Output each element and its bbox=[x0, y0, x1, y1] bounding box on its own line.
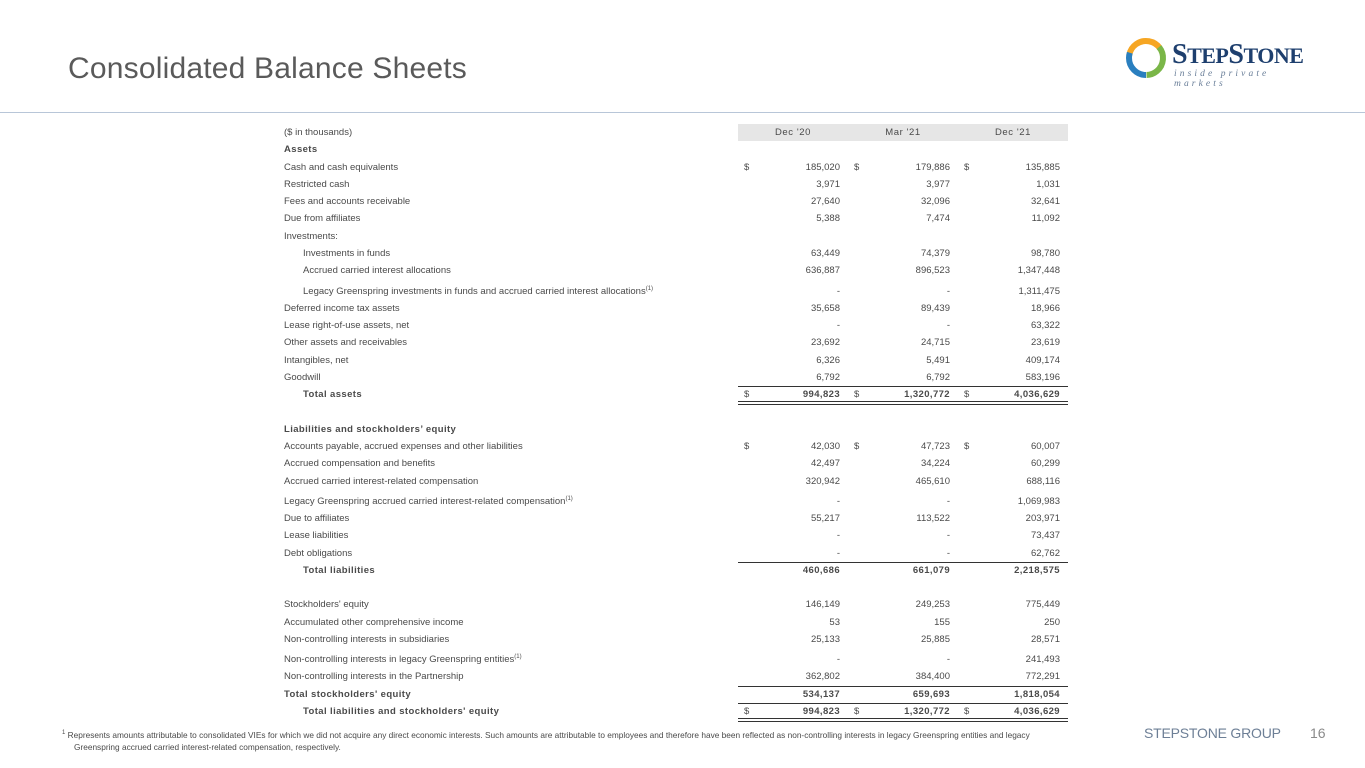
value-cell: 241,493 bbox=[1025, 654, 1060, 666]
stepstone-logo bbox=[1124, 36, 1324, 89]
value-cell: 2,218,575 bbox=[1014, 564, 1060, 576]
value-cell: 32,096 bbox=[920, 196, 950, 208]
value-cell: - bbox=[946, 654, 950, 666]
total-assets-row bbox=[280, 386, 1068, 403]
value-cell: 994,823 bbox=[802, 389, 840, 401]
row-label: Investments in funds bbox=[303, 248, 391, 260]
row-label: Accrued compensation and benefits bbox=[284, 458, 436, 470]
value-cell: 534,137 bbox=[802, 688, 840, 700]
value-cell: 661,079 bbox=[912, 564, 950, 576]
value-cell: - bbox=[836, 319, 840, 331]
logo-wordmark: STEPSTONE bbox=[1172, 39, 1304, 70]
currency-symbol: $ bbox=[744, 161, 750, 173]
table-row bbox=[280, 193, 1068, 210]
stepstone-ring-icon bbox=[1124, 36, 1168, 80]
value-cell: 135,885 bbox=[1025, 161, 1060, 173]
section-heading bbox=[280, 421, 1068, 438]
value-cell: 4,036,629 bbox=[1014, 705, 1060, 717]
value-cell: 772,291 bbox=[1025, 671, 1060, 683]
value-cell: 24,715 bbox=[920, 337, 950, 349]
row-label: Cash and cash equivalents bbox=[284, 161, 399, 173]
value-cell: 23,619 bbox=[1030, 337, 1060, 349]
liabilities-heading: Liabilities and stockholders’ equity bbox=[284, 423, 457, 435]
row-label: Debt obligations bbox=[284, 547, 353, 559]
value-cell: - bbox=[946, 495, 950, 507]
footnote-ref: (1) bbox=[514, 654, 522, 661]
currency-symbol: $ bbox=[964, 705, 970, 717]
currency-symbol: $ bbox=[854, 441, 860, 453]
value-cell: 11,092 bbox=[1031, 213, 1060, 225]
value-cell: 3,977 bbox=[926, 178, 950, 190]
value-cell: 994,823 bbox=[802, 705, 840, 717]
value-cell: 42,030 bbox=[810, 441, 840, 453]
row-label: Total assets bbox=[303, 389, 363, 401]
footnote bbox=[62, 727, 1132, 753]
value-cell: 63,449 bbox=[810, 248, 840, 260]
column-header: Dec '21 bbox=[994, 127, 1032, 138]
value-cell: 25,133 bbox=[810, 634, 840, 646]
value-cell: 62,762 bbox=[1030, 547, 1060, 559]
value-cell: 23,692 bbox=[810, 337, 840, 349]
footnote-marker: 1 bbox=[62, 730, 66, 736]
underline bbox=[738, 386, 1068, 387]
table-row bbox=[280, 596, 1068, 613]
footer-brand: STEPSTONE GROUP bbox=[1144, 725, 1281, 741]
table-row bbox=[280, 245, 1068, 262]
table-row bbox=[280, 210, 1068, 227]
value-cell: 250 bbox=[1044, 616, 1060, 628]
value-cell: 4,036,629 bbox=[1014, 389, 1060, 401]
value-cell: 203,971 bbox=[1025, 512, 1060, 524]
table-row bbox=[280, 510, 1068, 527]
value-cell: 384,400 bbox=[915, 671, 950, 683]
row-label: Lease right-of-use assets, net bbox=[284, 319, 410, 331]
value-cell: 185,020 bbox=[805, 161, 840, 173]
value-cell: 636,887 bbox=[805, 265, 840, 277]
value-cell: - bbox=[946, 285, 950, 297]
value-cell: - bbox=[946, 319, 950, 331]
row-label: Deferred income tax assets bbox=[284, 302, 400, 314]
table-row bbox=[280, 438, 1068, 455]
row-label: Non-controlling interests in the Partnership bbox=[284, 671, 464, 683]
row-label: Non-controlling interests in legacy Greenspring entities$^{(1)}$ bbox=[284, 654, 522, 666]
section-heading bbox=[280, 141, 1068, 158]
value-cell: 659,693 bbox=[912, 688, 950, 700]
row-label: Investments: bbox=[284, 230, 338, 242]
table-row bbox=[280, 176, 1068, 193]
value-cell: 1,320,772 bbox=[904, 705, 950, 717]
value-cell: 896,523 bbox=[915, 265, 950, 277]
table-row bbox=[280, 668, 1068, 685]
value-cell: 1,031 bbox=[1036, 178, 1060, 190]
footnote-ref: (1) bbox=[565, 495, 573, 502]
row-label: Accrued carried interest allocations bbox=[303, 265, 451, 277]
table-row bbox=[280, 455, 1068, 472]
value-cell: 688,116 bbox=[1026, 475, 1060, 487]
value-cell: 775,449 bbox=[1025, 599, 1060, 611]
currency-symbol: $ bbox=[744, 389, 750, 401]
value-cell: 1,347,448 bbox=[1017, 265, 1060, 277]
logo-tagline: inside private markets bbox=[1174, 69, 1270, 89]
table-row bbox=[280, 473, 1068, 490]
currency-symbol: $ bbox=[854, 705, 860, 717]
value-cell: 35,658 bbox=[810, 302, 840, 314]
table-row bbox=[280, 262, 1068, 279]
underline bbox=[738, 686, 1068, 687]
balance-sheet-table bbox=[280, 124, 1068, 720]
value-cell: 1,818,054 bbox=[1014, 688, 1060, 700]
underline bbox=[738, 703, 1068, 704]
value-cell: 179,886 bbox=[915, 161, 950, 173]
value-cell: 98,780 bbox=[1030, 248, 1060, 260]
footnote-text: Represents amounts attributable to consolidated VIEs for which we did not acquire any direct economic interests. Such amounts are attributable to employees and therefore have been reflected as non-controlling interests in legacy Greenspring entities and legacy bbox=[67, 729, 1030, 740]
row-label: Due from affiliates bbox=[284, 213, 361, 225]
total-liabilities-row bbox=[280, 562, 1068, 579]
row-label: Legacy Greenspring accrued carried interest-related compensation$^{(1)}$ bbox=[284, 495, 573, 508]
value-cell: 60,299 bbox=[1030, 458, 1060, 470]
table-row bbox=[280, 280, 1068, 300]
table-row bbox=[280, 545, 1068, 562]
row-label: Non-controlling interests in subsidiaries bbox=[284, 634, 450, 646]
value-cell: 53 bbox=[829, 616, 840, 628]
currency-symbol: $ bbox=[964, 441, 970, 453]
underline bbox=[738, 562, 1068, 563]
table-row bbox=[280, 300, 1068, 317]
table-row bbox=[280, 490, 1068, 510]
value-cell: 28,571 bbox=[1030, 634, 1060, 646]
value-cell: 73,437 bbox=[1030, 530, 1060, 542]
table-row bbox=[280, 369, 1068, 386]
column-header: Mar '21 bbox=[885, 127, 921, 138]
total-liabilities-equity-row bbox=[280, 703, 1068, 720]
currency-symbol: $ bbox=[744, 441, 750, 453]
row-label: Due to affiliates bbox=[284, 512, 350, 524]
value-cell: 60,007 bbox=[1030, 441, 1060, 453]
row-label: Goodwill bbox=[284, 371, 321, 383]
unit-label: ($ in thousands) bbox=[284, 127, 353, 138]
table-row bbox=[280, 648, 1068, 668]
row-label: Accumulated other comprehensive income bbox=[284, 616, 464, 628]
value-cell: 74,379 bbox=[920, 248, 950, 260]
value-cell: 63,322 bbox=[1030, 319, 1060, 331]
value-cell: 6,792 bbox=[816, 371, 840, 383]
value-cell: - bbox=[836, 285, 840, 297]
value-cell: 1,320,772 bbox=[904, 389, 950, 401]
value-cell: 47,723 bbox=[920, 441, 950, 453]
currency-symbol: $ bbox=[854, 389, 860, 401]
value-cell: 32,641 bbox=[1030, 196, 1060, 208]
value-cell: - bbox=[836, 495, 840, 507]
row-label: Accounts payable, accrued expenses and other liabilities bbox=[284, 441, 523, 453]
total-equity-row bbox=[280, 686, 1068, 703]
row-label: Accrued carried interest-related compensation bbox=[284, 475, 479, 487]
row-label: Total stockholders' equity bbox=[284, 688, 412, 700]
row-label: Total liabilities bbox=[303, 564, 376, 576]
value-cell: 55,217 bbox=[810, 512, 840, 524]
table-row bbox=[280, 614, 1068, 631]
column-header: Dec '20 bbox=[774, 127, 812, 138]
value-cell: 18,966 bbox=[1030, 302, 1060, 314]
value-cell: - bbox=[836, 654, 840, 666]
value-cell: 6,792 bbox=[926, 371, 950, 383]
table-row bbox=[280, 159, 1068, 176]
table-row bbox=[280, 334, 1068, 351]
value-cell: 409,174 bbox=[1025, 354, 1060, 366]
row-label: Total liabilities and stockholders' equity bbox=[303, 705, 500, 717]
page-number: 16 bbox=[1310, 725, 1326, 741]
title-divider bbox=[0, 112, 1365, 113]
value-cell: 25,885 bbox=[920, 634, 950, 646]
value-cell: 583,196 bbox=[1025, 371, 1060, 383]
row-label: Lease liabilities bbox=[284, 530, 349, 542]
value-cell: 7,474 bbox=[926, 213, 950, 225]
table-row bbox=[280, 631, 1068, 648]
double-underline bbox=[738, 718, 1068, 722]
row-label: Stockholders' equity bbox=[284, 599, 369, 611]
value-cell: 465,610 bbox=[915, 475, 950, 487]
value-cell: 5,491 bbox=[926, 354, 950, 366]
row-label: Fees and accounts receivable bbox=[284, 196, 411, 208]
table-row bbox=[280, 317, 1068, 334]
assets-heading: Assets bbox=[284, 144, 318, 156]
value-cell: 5,388 bbox=[816, 213, 840, 225]
currency-symbol: $ bbox=[744, 705, 750, 717]
currency-symbol: $ bbox=[964, 389, 970, 401]
table-row bbox=[280, 352, 1068, 369]
row-label: Intangibles, net bbox=[284, 354, 349, 366]
table-row bbox=[280, 527, 1068, 544]
currency-symbol: $ bbox=[964, 161, 970, 173]
footnote-ref: (1) bbox=[645, 285, 654, 292]
value-cell: 42,497 bbox=[810, 458, 840, 470]
row-label: Other assets and receivables bbox=[284, 337, 408, 349]
value-cell: 460,686 bbox=[802, 564, 840, 576]
value-cell: - bbox=[836, 547, 840, 559]
value-cell: 1,311,475 bbox=[1018, 285, 1060, 297]
value-cell: 320,942 bbox=[805, 475, 840, 487]
value-cell: 34,224 bbox=[920, 458, 950, 470]
double-underline bbox=[738, 401, 1068, 405]
page-title: Consolidated Balance Sheets bbox=[68, 52, 468, 85]
value-cell: 27,640 bbox=[810, 196, 840, 208]
value-cell: 155 bbox=[934, 616, 950, 628]
row-label: Legacy Greenspring investments in funds and accrued carried interest allocations$^{(1)}$ bbox=[303, 285, 654, 297]
value-cell: - bbox=[946, 547, 950, 559]
currency-symbol: $ bbox=[854, 161, 860, 173]
footnote-text-continued: Greenspring accrued carried interest-related compensation, respectively. bbox=[74, 741, 341, 752]
value-cell: 89,439 bbox=[920, 302, 950, 314]
value-cell: - bbox=[836, 530, 840, 542]
value-cell: 1,069,983 bbox=[1017, 495, 1060, 507]
value-cell: 362,802 bbox=[805, 671, 840, 683]
value-cell: 113,522 bbox=[916, 512, 950, 524]
table-row bbox=[280, 228, 1068, 245]
value-cell: 3,971 bbox=[816, 178, 840, 190]
header-row bbox=[280, 124, 1068, 141]
value-cell: 6,326 bbox=[816, 354, 840, 366]
value-cell: 146,149 bbox=[805, 599, 840, 611]
value-cell: - bbox=[946, 530, 950, 542]
value-cell: 249,253 bbox=[915, 599, 950, 611]
row-label: Restricted cash bbox=[284, 178, 350, 190]
